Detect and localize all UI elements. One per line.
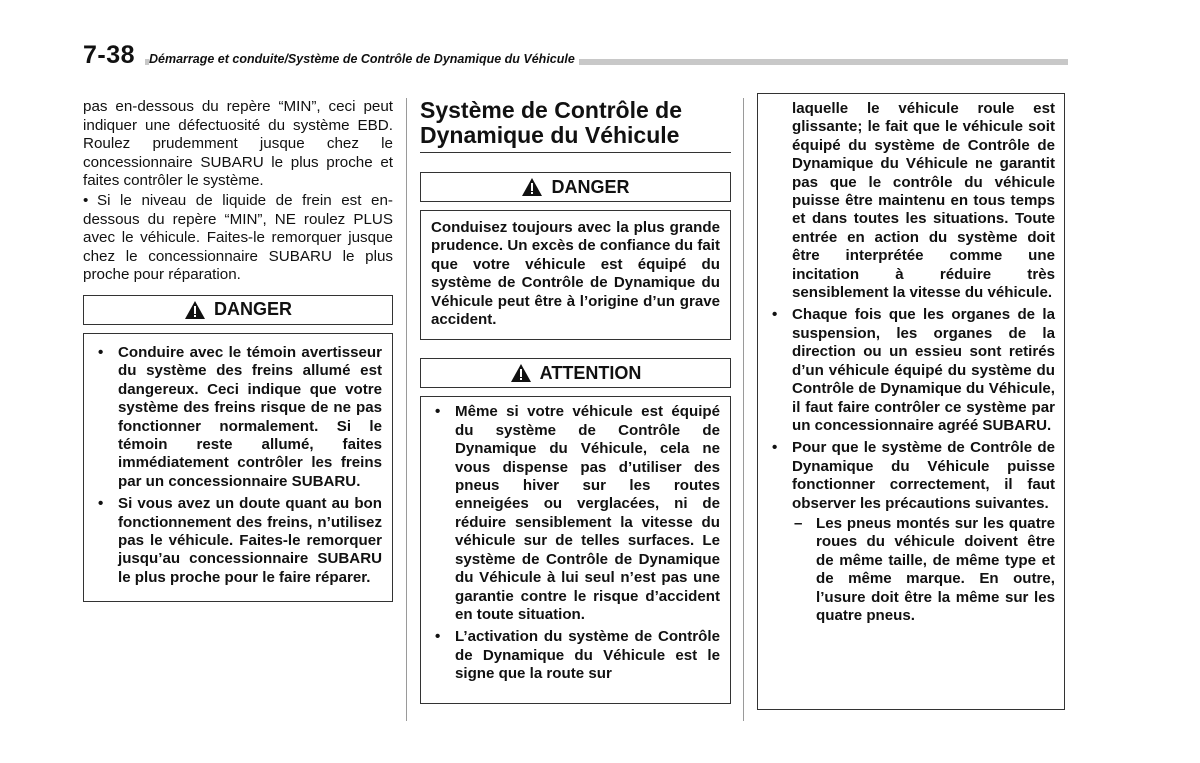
list-item: • Si vous avez un doute quant au bon fonctionnement des freins, n’utilisez pas le véhicule. Faites-le remorquer jusqu’au concessionnaire SUBARU le plus proche pour le faire réparer.	[94, 495, 382, 587]
danger-block	[420, 172, 731, 340]
paragraph: pas en-dessous du repère “MIN”, ceci peut indiquer une défectuosité du système EBD. Roulez prudemment jusque chez le concessionnaire SUBARU le plus proche et faites contrôler le système.	[83, 98, 393, 190]
list-item-text: Pour que le système de Contrôle de Dynamique du Véhicule puisse fonctionner correctement, il faut observer les précautions suivantes.	[792, 439, 1055, 512]
list-item: • Chaque fois que les organes de la suspension, les organes de la direction ou un essieu sont retirés d’un véhicule équipé du système du Contrôle de Dynamique du Véhicule, il faut faire contrôler ce système par un concessionnaire agréé SUBARU.	[768, 306, 1055, 435]
continued-text: laquelle le véhicule roule est glissante; le fait que le véhicule soit équipé du système de Contrôle de Dynamique du Véhicule ne garantit pas que le contrôle du véhicule puisse être maintenu en tous temps et dans toutes les situations. Toute entrée en action du système doit être interprétée comme une incitation à réduire très sensiblement la vitesse du véhicule.	[792, 100, 1055, 302]
danger-block	[83, 295, 393, 602]
danger-list	[94, 344, 382, 587]
danger-label: DANGER	[213, 299, 292, 320]
bullet-text: Si le niveau de liquide de frein est en-dessous du repère “MIN”, NE roulez PLUS avec le véhicule. Faites-le remorquer jusque chez le concessionnaire SUBARU le plus proche pour réparation.	[83, 191, 393, 284]
list-item: • Conduire avec le témoin avertisseur du système des freins allumé est dangereux. Ceci indique que votre système des freins risque de ne pas fonctionner normalement. Si le témoin reste allumé, faites immédiatement contrôler les freins par un concessionnaire SUBARU.	[94, 344, 382, 491]
sub-list-item: – Les pneus montés sur les quatre roues du véhicule doivent être de même taille, de même type et de même marque. En outre, l’usure doit être la même sur les quatre pneus.	[792, 515, 1055, 625]
danger-text: Conduisez toujours avec la plus grande prudence. Un excès de confiance du fait que votre véhicule est équipé du système de Contrôle de Dynamique du Véhicule peut être à l’origine d’un grave accident.	[431, 219, 720, 329]
section-title: Système de Contrôle de Dynamique du Véhicule	[420, 98, 731, 153]
column-middle	[420, 98, 731, 704]
attention-continued-box	[757, 93, 1065, 710]
column-right	[757, 93, 1065, 710]
bullet-marker: •	[83, 191, 89, 209]
page-number: 7-38	[83, 41, 136, 69]
attention-list	[431, 403, 720, 683]
page-header	[83, 41, 1068, 71]
danger-content	[83, 333, 393, 602]
warning-triangle-icon	[510, 363, 532, 383]
attention-list	[768, 306, 1055, 625]
attention-label: ATTENTION	[539, 362, 642, 383]
danger-label: DANGER	[551, 176, 630, 197]
list-item: • Même si votre véhicule est équipé du système de Contrôle de Dynamique du Véhicule, cela ne vous dispense pas d’utiliser des pneus hiver sur les routes enneigées ou verglacées, ni de réduire sensiblement la vitesse du véhicule sur de telles surfaces. Le système de Contrôle de Dynamique du Véhicule à lui seul n’est pas une garantie contre le risque d’accident en toute situation.	[431, 403, 720, 624]
column-divider	[406, 98, 407, 721]
attention-content	[420, 396, 731, 704]
danger-header	[83, 295, 393, 325]
list-item: • L’activation du système de Contrôle de Dynamique du Véhicule est le signe que la route sur	[431, 628, 720, 683]
sub-list	[792, 515, 1055, 625]
body-text	[83, 98, 393, 285]
danger-content	[420, 210, 731, 340]
warning-triangle-icon	[521, 177, 543, 197]
column-left	[83, 98, 393, 602]
section-header-title: Démarrage et conduite/Système de Contrôle de Dynamique du Véhicule	[149, 52, 579, 66]
bullet-paragraph	[83, 192, 393, 285]
warning-triangle-icon	[184, 300, 206, 320]
attention-block	[420, 358, 731, 704]
column-divider	[743, 98, 744, 721]
danger-header	[420, 172, 731, 202]
attention-header	[420, 358, 731, 388]
list-item	[768, 439, 1055, 625]
